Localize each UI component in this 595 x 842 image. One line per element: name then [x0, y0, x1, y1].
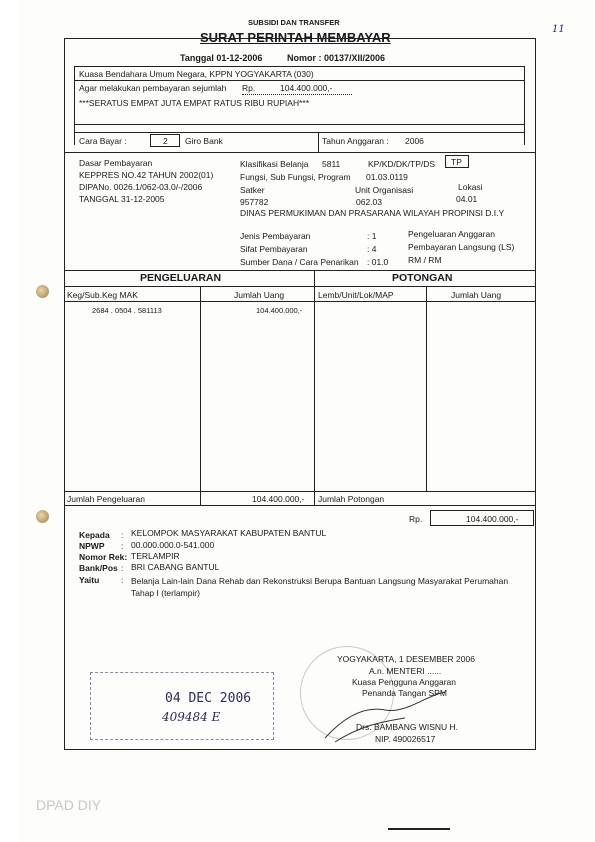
total-pengeluaran-label: Jumlah Pengeluaran: [67, 494, 145, 504]
unit-label: Unit Organisasi: [355, 185, 414, 195]
form-frame: [64, 38, 536, 750]
yaitu-label: Yaitu: [79, 575, 100, 585]
table-row-amount: 104.400.000,-: [256, 306, 303, 315]
doc-number: Nomor : 00137/XII/2006: [287, 53, 386, 63]
col-header-keg: Keg/Sub.Keg MAK: [67, 290, 138, 300]
sign-role-3: Penanda Tangan SPM: [362, 688, 447, 698]
received-stamp: [90, 672, 274, 740]
bank-label: Bank/Pos: [79, 563, 118, 573]
pengeluaran-title: PENGELUARAN: [140, 272, 222, 284]
total-pengeluaran-amount: 104.400.000,-: [252, 494, 305, 504]
dasar-label: Dasar Pembayaran: [79, 158, 153, 168]
sumber-value: RM / RM: [408, 255, 442, 265]
cara-bayar-code: 2: [163, 136, 168, 146]
kuasa-line: Kuasa Bendahara Umum Negara, KPPN YOGYAKARTA (030): [79, 69, 314, 79]
agar-label: Agar melakukan pembayaran sejumlah: [79, 83, 227, 93]
kepada-label: Kepada: [79, 530, 110, 540]
agar-currency: Rp.: [242, 83, 256, 93]
potongan-title: POTONGAN: [392, 272, 453, 284]
tahun-anggaran-value: 2006: [405, 136, 424, 146]
dasar-line-2: DIPANo. 0026.1/062-03.0/-/2006: [79, 182, 203, 192]
dasar-line-3: TANGGAL 31-12-2005: [79, 194, 165, 204]
stamp-number: 409484 E: [162, 710, 221, 724]
npwp-value: 00.000.000.0-541.000: [131, 540, 215, 550]
fungsi-label: Fungsi, Sub Fungsi, Program: [240, 172, 351, 182]
doc-title: SURAT PERINTAH MEMBAYAR: [200, 30, 391, 45]
satker-label: Satker: [240, 185, 265, 195]
watermark: DPAD DIY: [36, 797, 102, 813]
col-header-jumlah-right: Jumlah Uang: [451, 290, 502, 300]
lokasi-value: 04.01: [456, 194, 478, 204]
sign-role-1: A.n. MENTERI ......: [369, 666, 442, 676]
satker-value: 957782: [240, 197, 269, 207]
jenis-label: Jenis Pembayaran: [240, 231, 311, 241]
signer-name: Drs. BAMBANG WISNU H.: [356, 722, 459, 732]
sumber-label: Sumber Dana / Cara Penarikan: [240, 257, 359, 267]
npwp-label: NPWP: [79, 541, 105, 551]
yaitu-value: Belanja Lain-lain Dana Rehab dan Rekonstruksi Berupa Bantuan Langsung Masyarakat Perumahan: [131, 576, 509, 586]
rp-label: Rp.: [409, 514, 423, 524]
sumber-code: : 01.0: [367, 257, 389, 267]
unit-value: 062.03: [356, 197, 382, 207]
sifat-code: : 4: [367, 244, 377, 254]
jenis-value: Pengeluaran Anggaran: [408, 229, 495, 239]
table-row-code: 2684 . 0504 . 581113: [92, 306, 162, 315]
col-header-lemb: Lemb/Unit/Lok/MAP: [318, 290, 394, 300]
dinas-name: DINAS PERMUKIMAN DAN PRASARANA WILAYAH PROPINSI D.I.Y: [240, 208, 505, 218]
doc-date: Tanggal 01-12-2006: [180, 53, 263, 63]
cara-bayar-method: Giro Bank: [185, 136, 223, 146]
tahun-anggaran-label: Tahun Anggaran :: [322, 136, 389, 146]
signer-nip: NIP. 490026517: [375, 734, 436, 744]
sifat-label: Sifat Pembayaran: [240, 244, 308, 254]
doc-subtitle: SUBSIDI DAN TRANSFER: [248, 18, 340, 27]
klasifikasi-type-value: TP: [451, 157, 462, 167]
page-number: 11: [552, 24, 565, 35]
sifat-value: Pembayaran Langsung (LS): [408, 242, 515, 252]
klasifikasi-label: Klasifikasi Belanja: [240, 159, 309, 169]
nomor-rek-value: TERLAMPIR: [131, 551, 180, 561]
lokasi-label: Lokasi: [458, 182, 483, 192]
col-header-jumlah-left: Jumlah Uang: [234, 290, 285, 300]
total-potongan-label: Jumlah Potongan: [318, 494, 385, 504]
agar-amount: 104.400.000,-: [280, 83, 333, 93]
kepada-value: KELOMPOK MASYARAKAT KABUPATEN BANTUL: [131, 528, 327, 538]
yaitu-value-2: Tahap I (terlampir): [131, 588, 200, 598]
klasifikasi-type-label: KP/KD/DK/TP/DS: [368, 159, 436, 169]
dasar-line-1: KEPPRES NO.42 TAHUN 2002(01): [79, 170, 214, 180]
sign-role-2: Kuasa Pengguna Anggaran: [352, 677, 456, 687]
amount-words: ***SERATUS EMPAT JUTA EMPAT RATUS RIBU RUPIAH***: [79, 98, 310, 108]
klasifikasi-code: 5811: [322, 159, 341, 169]
cara-bayar-label: Cara Bayar :: [79, 136, 127, 146]
jenis-code: : 1: [367, 231, 377, 241]
punch-hole-top: [36, 285, 49, 298]
sign-place-date: YOGYAKARTA, 1 DESEMBER 2006: [337, 654, 475, 664]
stamp-date: 04 DEC 2006: [165, 691, 252, 706]
fungsi-value: 01.03.0119: [366, 172, 408, 182]
punch-hole-bottom: [36, 510, 49, 523]
bank-value: BRI CABANG BANTUL: [131, 562, 220, 572]
rp-value: 104.400.000,-: [466, 514, 519, 524]
nomor-rek-label: Nomor Rek:: [79, 552, 128, 562]
